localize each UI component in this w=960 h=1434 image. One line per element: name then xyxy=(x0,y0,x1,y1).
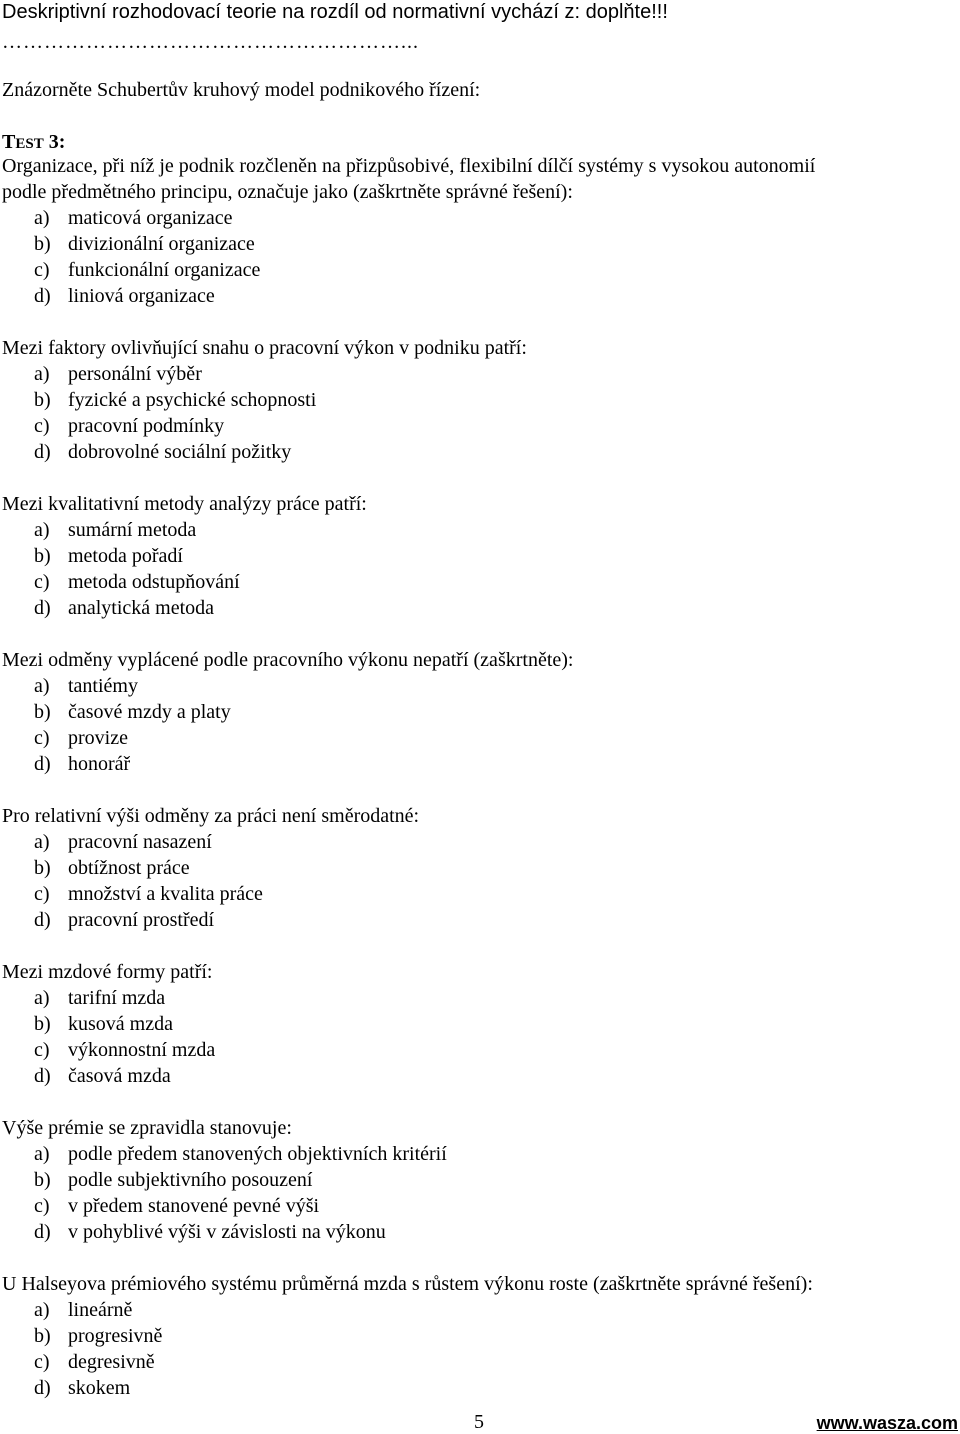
answer-option[interactable] xyxy=(2,1324,952,1350)
option-letter: d) xyxy=(34,1065,51,1087)
question-text: U Halseyova prémiového systému průměrná mzda s růstem výkonu roste (zaškrtněte správné řešení): xyxy=(2,1273,813,1295)
option-letter: b) xyxy=(34,389,51,411)
option-letter: c) xyxy=(34,727,50,749)
fill-in-dots: …………………………………………………... xyxy=(2,31,419,53)
question-block xyxy=(2,1116,952,1246)
question-block xyxy=(2,648,952,778)
option-text: množství a kvalita práce xyxy=(68,883,263,905)
answer-option[interactable] xyxy=(2,414,952,440)
page-number: 5 xyxy=(474,1411,484,1433)
question-text: Pro relativní výši odměny za práci není směrodatné: xyxy=(2,805,420,827)
question-block xyxy=(2,492,952,622)
option-text: liniová organizace xyxy=(68,285,215,307)
question-text: Mezi kvalitativní metody analýzy práce patří: xyxy=(2,493,367,515)
answer-option[interactable] xyxy=(2,1350,952,1376)
test-heading-initial: T xyxy=(2,131,16,153)
option-text: metoda pořadí xyxy=(68,545,183,567)
test-heading xyxy=(2,130,65,156)
option-letter: d) xyxy=(34,909,51,931)
answer-option[interactable] xyxy=(2,882,952,908)
question-text: Mezi odměny vyplácené podle pracovního výkonu nepatří (zaškrtněte): xyxy=(2,649,574,671)
option-text: obtížnost práce xyxy=(68,857,190,879)
option-text: honorář xyxy=(68,753,131,775)
option-letter: b) xyxy=(34,1169,51,1191)
option-letter: a) xyxy=(34,987,50,1009)
answer-option[interactable] xyxy=(2,232,952,258)
option-text: fyzické a psychické schopnosti xyxy=(68,389,317,411)
option-text: dobrovolné sociální požitky xyxy=(68,441,292,463)
option-text: v pohyblivé výši v závislosti na výkonu xyxy=(68,1221,386,1243)
question-text: podle předmětného principu, označuje jako (zaškrtněte správné řešení): xyxy=(2,181,573,203)
option-letter: c) xyxy=(34,883,50,905)
option-letter: a) xyxy=(34,1299,50,1321)
answer-option[interactable] xyxy=(2,908,952,934)
option-text: progresivně xyxy=(68,1325,163,1347)
question-block xyxy=(2,1272,952,1402)
option-letter: d) xyxy=(34,597,51,619)
option-letter: b) xyxy=(34,545,51,567)
option-letter: c) xyxy=(34,1195,50,1217)
option-text: tarifní mzda xyxy=(68,987,166,1009)
answer-option[interactable] xyxy=(2,388,952,414)
option-letter: a) xyxy=(34,831,50,853)
option-text: časová mzda xyxy=(68,1065,171,1087)
question-text: Organizace, při níž je podnik rozčleněn na přizpůsobivé, flexibilní dílčí systémy s vysokou autonomií xyxy=(2,155,816,177)
answer-option[interactable] xyxy=(2,856,952,882)
option-text: provize xyxy=(68,727,128,749)
option-letter: b) xyxy=(34,857,51,879)
option-text: sumární metoda xyxy=(68,519,197,541)
answer-option[interactable] xyxy=(2,1376,952,1402)
option-letter: d) xyxy=(34,753,51,775)
option-text: degresivně xyxy=(68,1351,155,1373)
option-letter: a) xyxy=(34,363,50,385)
option-text: analytická metoda xyxy=(68,597,215,619)
answer-option[interactable] xyxy=(2,1012,952,1038)
option-letter: d) xyxy=(34,441,51,463)
option-letter: c) xyxy=(34,1351,50,1373)
option-letter: a) xyxy=(34,675,50,697)
option-letter: c) xyxy=(34,415,50,437)
option-letter: b) xyxy=(34,1325,51,1347)
option-text: pracovní nasazení xyxy=(68,831,212,853)
website-link[interactable]: www.wasza.com xyxy=(816,1413,958,1433)
answer-option[interactable] xyxy=(2,1064,952,1090)
answer-option[interactable] xyxy=(2,1194,952,1220)
answer-option[interactable] xyxy=(2,674,952,700)
option-text: pracovní podmínky xyxy=(68,415,225,437)
option-text: podle subjektivního posouzení xyxy=(68,1169,313,1191)
answer-option[interactable] xyxy=(2,1220,952,1246)
option-text: metoda odstupňování xyxy=(68,571,240,593)
answer-option[interactable] xyxy=(2,700,952,726)
option-letter: b) xyxy=(34,233,51,255)
answer-option[interactable] xyxy=(2,596,952,622)
answer-option[interactable] xyxy=(2,726,952,752)
question-text: Výše prémie se zpravidla stanovuje: xyxy=(2,1117,292,1139)
answer-option[interactable] xyxy=(2,830,952,856)
option-letter: a) xyxy=(34,519,50,541)
question-block xyxy=(2,336,952,466)
option-letter: d) xyxy=(34,1221,51,1243)
answer-option[interactable] xyxy=(2,362,952,388)
answer-option[interactable] xyxy=(2,752,952,778)
question-block xyxy=(2,960,952,1090)
option-text: časové mzdy a platy xyxy=(68,701,231,723)
option-text: tantiémy xyxy=(68,675,138,697)
option-text: divizionální organizace xyxy=(68,233,255,255)
option-text: v předem stanovené pevné výši xyxy=(68,1195,320,1217)
question-block xyxy=(2,154,952,310)
answer-option[interactable] xyxy=(2,1168,952,1194)
option-letter: d) xyxy=(34,285,51,307)
option-text: personální výběr xyxy=(68,363,202,385)
test-heading-number: 3: xyxy=(43,131,66,153)
option-text: výkonnostní mzda xyxy=(68,1039,216,1061)
answer-option[interactable] xyxy=(2,258,952,284)
option-letter: a) xyxy=(34,207,50,229)
option-text: maticová organizace xyxy=(68,207,233,229)
option-letter: c) xyxy=(34,1039,50,1061)
answer-option[interactable] xyxy=(2,206,952,232)
option-letter: a) xyxy=(34,1143,50,1165)
answer-option[interactable] xyxy=(2,1038,952,1064)
option-text: podle předem stanovených objektivních kritérií xyxy=(68,1143,447,1165)
intro-line-fill-in: Deskriptivní rozhodovací teorie na rozdíl od normativní vychází z: doplňte!!! xyxy=(2,1,668,23)
option-text: pracovní prostředí xyxy=(68,909,215,931)
option-letter: c) xyxy=(34,259,50,281)
intro-line-schubert: Znázorněte Schubertův kruhový model podnikového řízení: xyxy=(2,79,481,101)
option-text: funkcionální organizace xyxy=(68,259,261,281)
answer-option[interactable] xyxy=(2,518,952,544)
answer-option[interactable] xyxy=(2,1142,952,1168)
answer-option[interactable] xyxy=(2,440,952,466)
option-letter: c) xyxy=(34,571,50,593)
answer-option[interactable] xyxy=(2,544,952,570)
answer-option[interactable] xyxy=(2,1298,952,1324)
option-letter: b) xyxy=(34,701,51,723)
option-text: kusová mzda xyxy=(68,1013,173,1035)
option-letter: d) xyxy=(34,1377,51,1399)
question-text: Mezi mzdové formy patří: xyxy=(2,961,213,983)
answer-option[interactable] xyxy=(2,284,952,310)
option-text: skokem xyxy=(68,1377,131,1399)
question-block xyxy=(2,804,952,934)
question-text: Mezi faktory ovlivňující snahu o pracovní výkon v podniku patří: xyxy=(2,337,527,359)
answer-option[interactable] xyxy=(2,986,952,1012)
test-heading-rest: EST xyxy=(15,136,44,152)
option-text: lineárně xyxy=(68,1299,133,1321)
option-letter: b) xyxy=(34,1013,51,1035)
answer-option[interactable] xyxy=(2,570,952,596)
